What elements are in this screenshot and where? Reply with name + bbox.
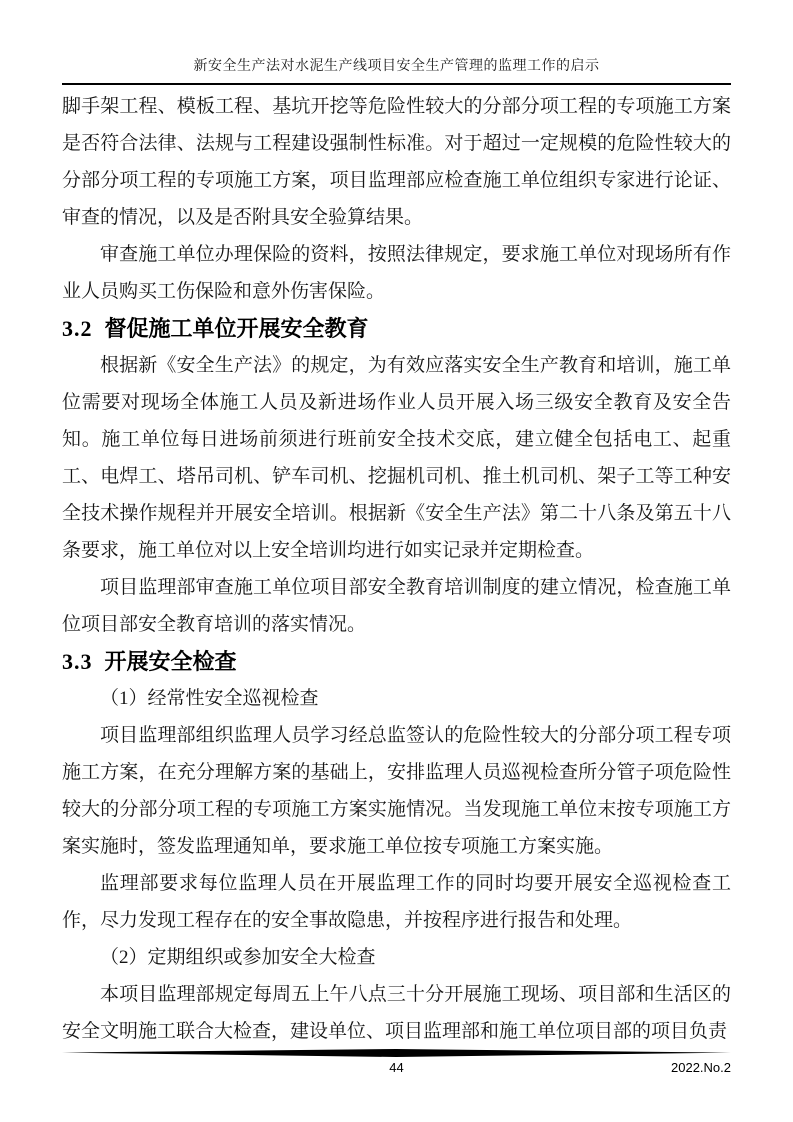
subitem-heading-2: （2）定期组织或参加安全大检查 (100, 947, 376, 968)
paragraph: 根据新《安全生产法》的规定，为有效应落实安全生产教育和培训，施工单位需要对现场全体施工人员及新进场作业人员开展入场三级安全教育及安全告知。施工单位每日进场前须进行班前安全技术交底，建立健全包括电工、起重工、电焊工、塔吊司机、铲车司机、挖掘机司机、推土机司机、架子工等工种安全技术操作规程并开展安全培训。根据新《安全生产法》第二十八条及第五十八条要求，施工单位对以上安全培训均进行如实记录并定期检查。 (62, 355, 731, 561)
page-number: 44 (389, 1060, 404, 1075)
paragraph: 监理部要求每位监理人员在开展监理工作的同时均要开展安全巡视检查工作，尽力发现工程存在的安全事故隐患，并按程序进行报告和处理。 (62, 873, 731, 931)
subitem-heading-1: （1）经常性安全巡视检查 (100, 688, 319, 709)
paragraph: 项目监理部审查施工单位项目部安全教育培训制度的建立情况，检查施工单位项目部安全教育培训的落实情况。 (62, 577, 731, 635)
header-rule (62, 83, 731, 85)
issue-number: 2022.No.2 (671, 1060, 731, 1075)
section-title: 督促施工单位开展安全教育 (104, 316, 369, 341)
section-number: 3.3 (62, 649, 93, 674)
page-body (62, 88, 731, 1050)
paragraph: 审查施工单位办理保险的资料，按照法律规定，要求施工单位对现场所有作业人员购买工伤保险和意外伤害保险。 (62, 244, 731, 302)
tapered-rule-shape (62, 1049, 731, 1057)
paragraph: 本项目监理部规定每周五上午八点三十分开展施工现场、项目部和生活区的安全文明施工联合大检查，建设单位、项目监理部和施工单位项目部的项目负责 (62, 984, 731, 1042)
paragraph: 项目监理部组织监理人员学习经总监签认的危险性较大的分部分项工程专项施工方案，在充分理解方案的基础上，安排监理人员巡视检查所分管子项危险性较大的分部分项工程的专项施工方案实施情况。当发现施工单位末按专项施工方案实施时，签发监理通知单，要求施工单位按专项施工方案实施。 (62, 725, 731, 857)
paragraph-continued: 脚手架工程、模板工程、基坑开挖等危险性较大的分部分项工程的专项施工方案是否符合法律、法规与工程建设强制性标准。对于超过一定规模的危险性较大的分部分项工程的专项施工方案，项目监理部应检查施工单位组织专家进行论证、审查的情况，以及是否附具安全验算结果。 (62, 96, 731, 228)
page-footer (62, 1058, 731, 1078)
running-head-title: 新安全生产法对水泥生产线项目安全生产管理的监理工作的启示 (193, 59, 600, 74)
section-number: 3.2 (62, 316, 93, 341)
section-heading-3-3 (62, 643, 731, 680)
section-heading-3-2 (62, 310, 731, 347)
section-title: 开展安全检查 (104, 649, 237, 674)
footer-tapered-rule (62, 1049, 731, 1057)
